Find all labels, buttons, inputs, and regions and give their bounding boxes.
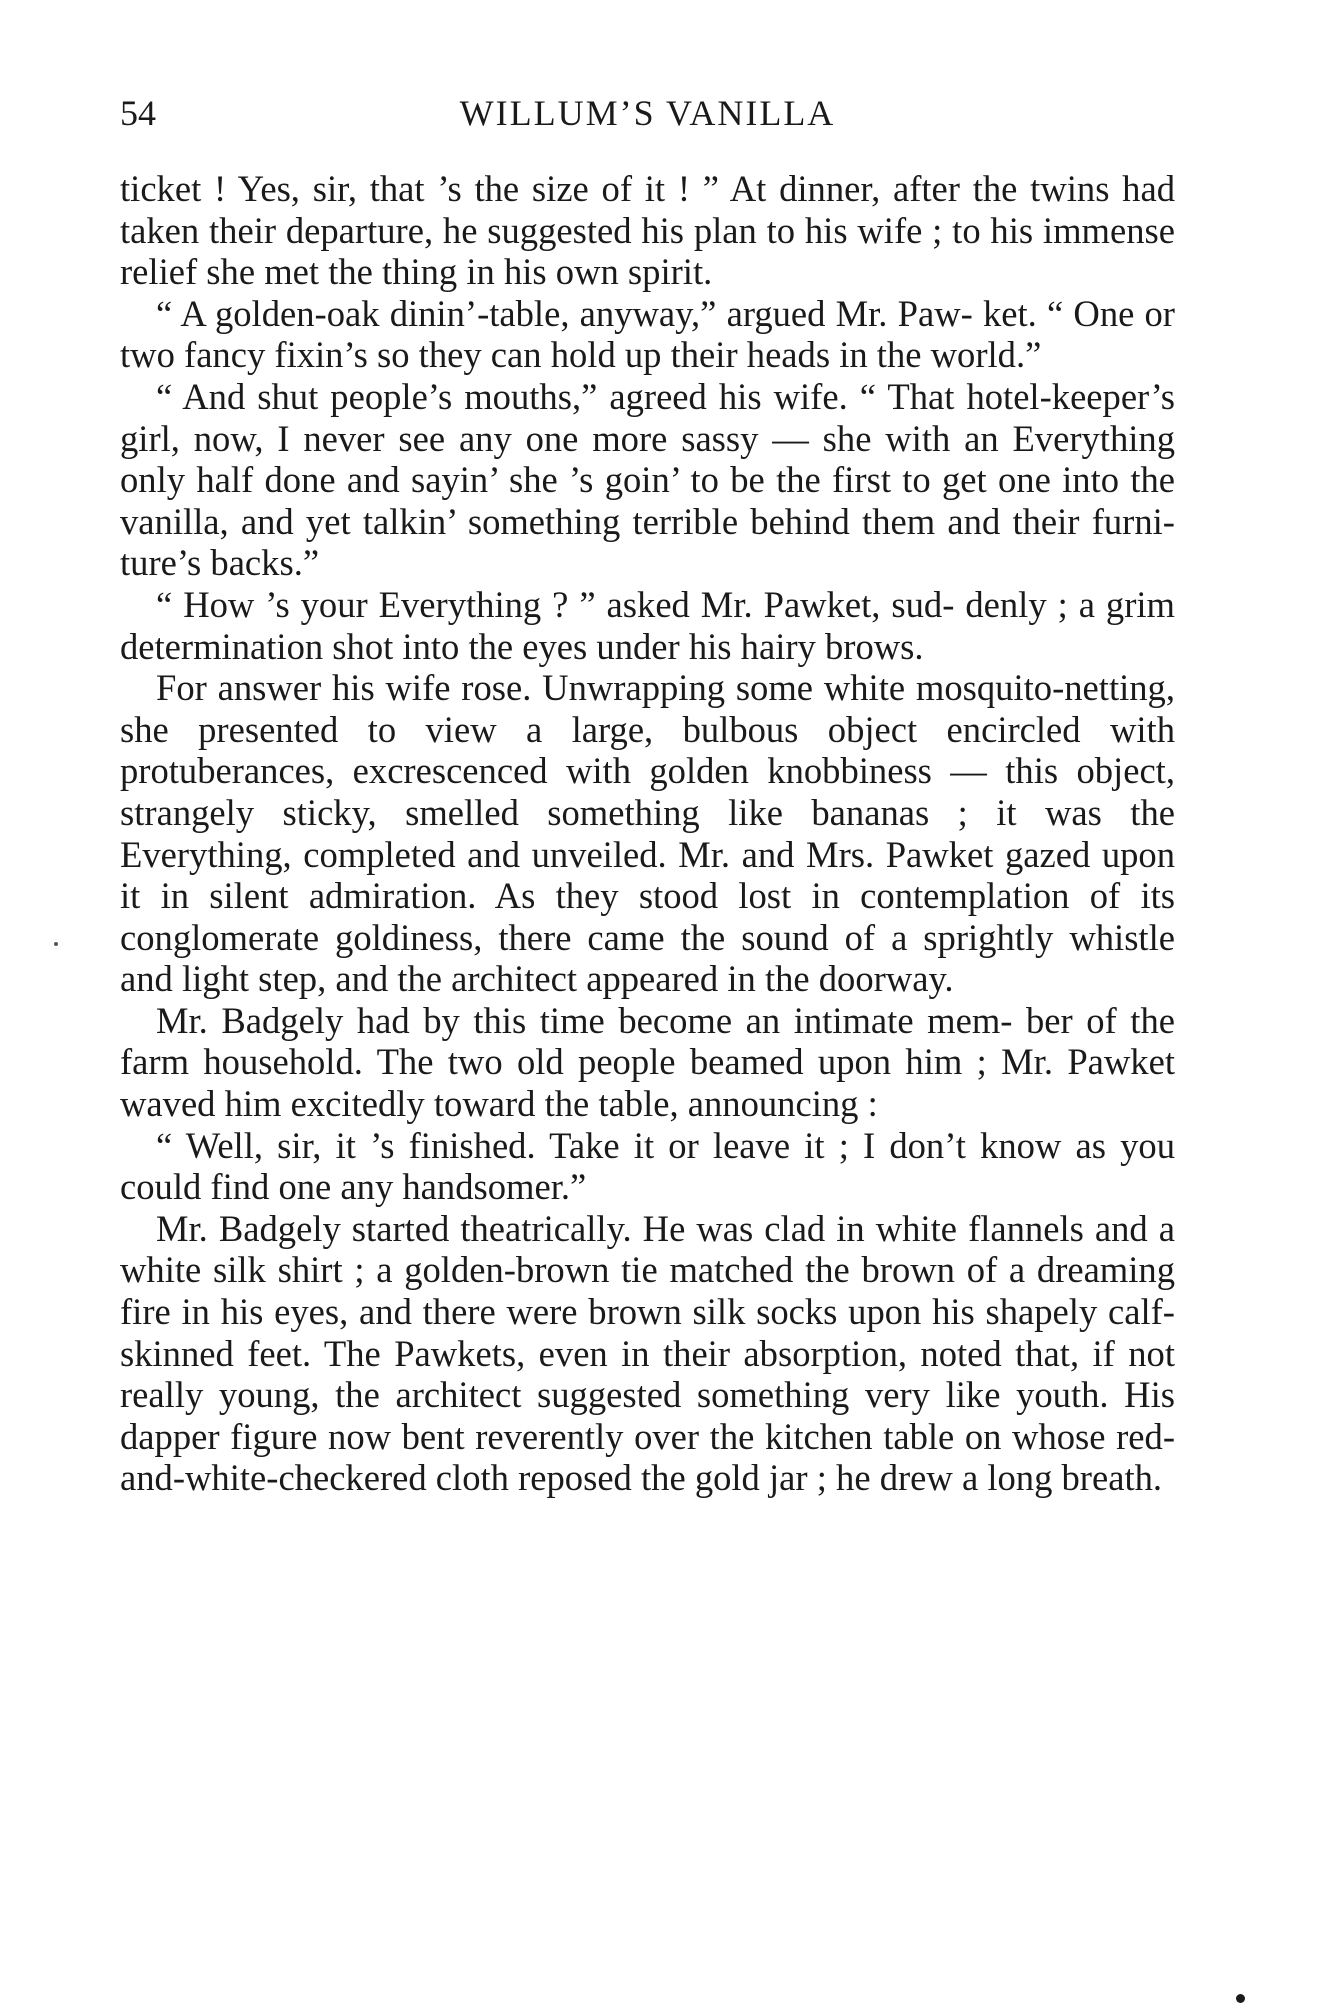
paragraph-8: Mr. Badgely started theatrically. He was clad in white flannels and a white silk shirt ; a golden-brown tie matched the brown of a dreaming fire in his eyes, and there were brown silk socks upon his shapely calf-skinned feet. The Pawkets, even in their absorption, noted that, if not really young, the architect suggested something very like youth. His dapper figure now bent reverently over the kitchen table on whose red-and-white-checkered cloth reposed the gold jar ; he drew a long breath.: [120, 1207, 1175, 1499]
paragraph-6: Mr. Badgely had by this time become an intimate mem- ber of the farm household. The two old people beamed upon him ; Mr. Pawket waved him excitedly toward the table, announcing :: [120, 999, 1175, 1125]
page-number: 54: [120, 93, 156, 133]
body-text: [120, 168, 1175, 1499]
paragraph-3: “ And shut people’s mouths,” agreed his wife. “ That hotel-keeper’s girl, now, I never see any one more sassy — she with an Everything only half done and sayin’ she ’s goin’ to be the first to get one into the vanilla, and yet talkin’ something terrible behind them and their furni- ture’s backs.”: [120, 375, 1175, 584]
paragraph-2: “ A golden-oak dinin’-table, anyway,” argued Mr. Paw- ket. “ One or two fancy fixin’s so they can hold up their heads in the world.”: [120, 292, 1175, 376]
paragraph-5: For answer his wife rose. Unwrapping some white mosquito-netting, she presented to view a large, bulbous object encircled with protuberances, excrescenced with golden knobbiness — this object, strangely sticky, smelled something like bananas ; it was the Everything, completed and unveiled. Mr. and Mrs. Pawket gazed upon it in silent admiration. As they stood lost in contemplation of its conglomerate goldiness, there came the sound of a sprightly whistle and light step, and the architect appeared in the doorway.: [120, 667, 1175, 1000]
paragraph-7: “ Well, sir, it ’s finished. Take it or leave it ; I don’t know as you could find one any handsomer.”: [120, 1124, 1175, 1208]
stray-ink-dot: [1236, 1994, 1245, 2003]
margin-speck: [54, 942, 58, 946]
running-title: WILLUM’S VANILLA: [459, 93, 836, 133]
running-head: [120, 88, 1175, 138]
paragraph-4: “ How ’s your Everything ? ” asked Mr. Pawket, sud- denly ; a grim determination shot into the eyes under his hairy brows.: [120, 583, 1175, 667]
paragraph-1: ticket ! Yes, sir, that ’s the size of it ! ” At dinner, after the twins had taken their departure, he suggested his plan to his wife ; to his immense relief she met the thing in his own spirit.: [120, 168, 1175, 293]
